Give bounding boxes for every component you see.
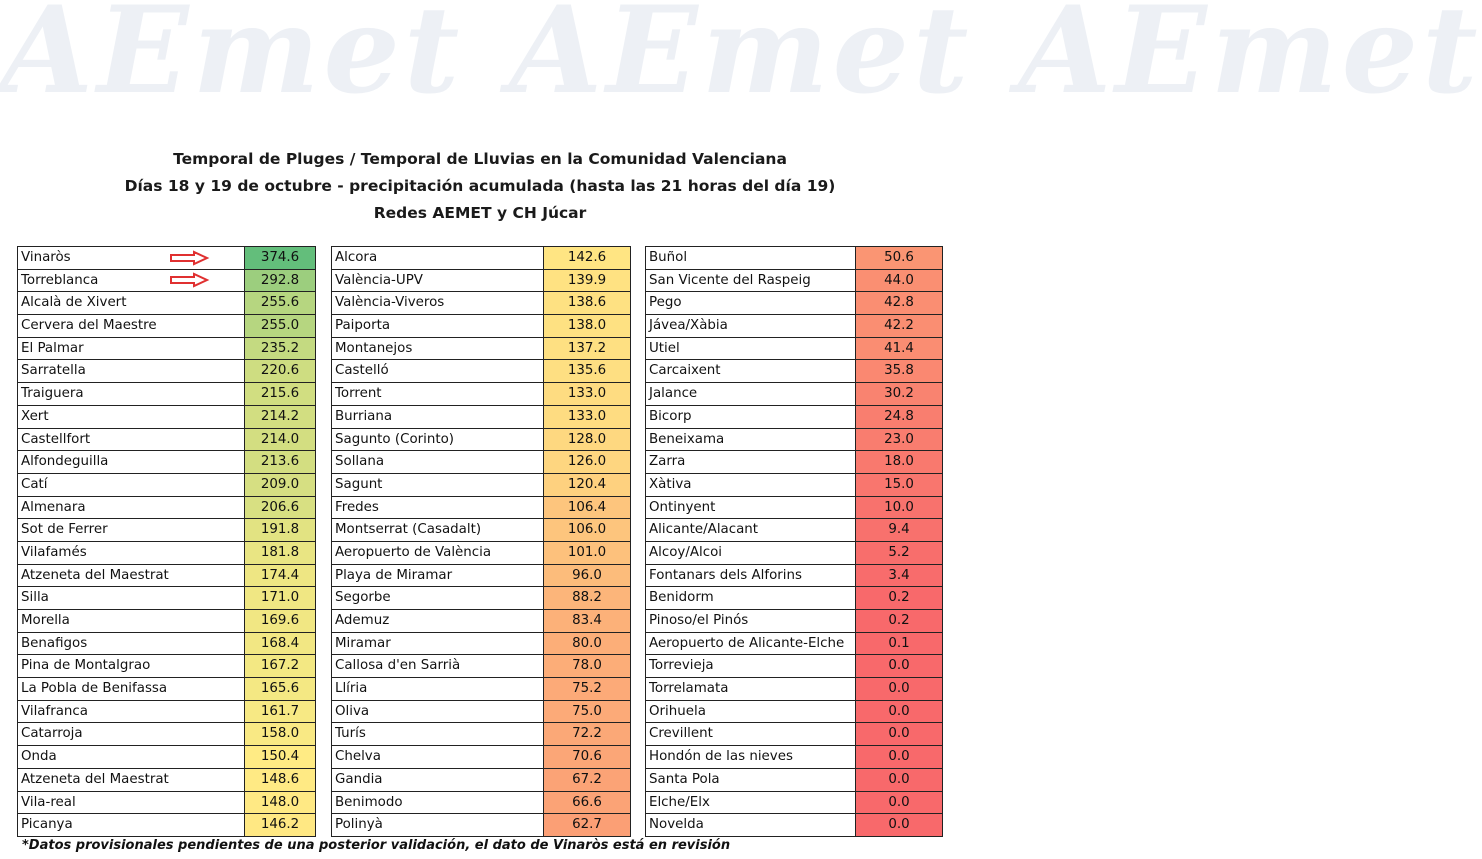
station-name: Gandia — [335, 771, 383, 787]
station-name: Jávea/Xàbia — [649, 318, 728, 334]
station-name: Segorbe — [335, 590, 391, 606]
station-name: Novelda — [649, 817, 704, 833]
table-row — [18, 429, 315, 452]
station-name: Elche/Elx — [649, 794, 710, 810]
table-row — [646, 723, 942, 746]
station-name: Oliva — [335, 703, 370, 719]
table-row — [332, 497, 630, 520]
table-row — [332, 292, 630, 315]
rain-value: 78.0 — [543, 655, 630, 677]
station-name: Castelló — [335, 363, 389, 379]
rain-value: 133.0 — [543, 406, 630, 428]
table-row — [18, 497, 315, 520]
rain-value: 0.2 — [855, 610, 942, 632]
rain-value: 41.4 — [855, 338, 942, 360]
station-name: Alcalà de Xivert — [21, 295, 127, 311]
station-name: Fredes — [335, 499, 379, 515]
station-name: Fontanars dels Alforins — [649, 567, 802, 583]
rain-value: 106.0 — [543, 519, 630, 541]
station-name: Sagunt — [335, 476, 383, 492]
table-row — [18, 474, 315, 497]
table-row — [646, 383, 942, 406]
station-name: Aeropuerto de Alicante-Elche — [649, 635, 845, 651]
station-name: San Vicente del Raspeig — [649, 272, 811, 288]
rain-value: 161.7 — [244, 701, 315, 723]
table-row — [18, 655, 315, 678]
station-name: Miramar — [335, 635, 391, 651]
station-name: Orihuela — [649, 703, 706, 719]
table-row — [646, 406, 942, 429]
rain-value: 66.6 — [543, 792, 630, 814]
table-row — [646, 633, 942, 656]
station-name: Paiporta — [335, 318, 391, 334]
station-name: Onda — [21, 749, 57, 765]
station-name: Jalance — [649, 386, 698, 402]
rain-value: 0.0 — [855, 769, 942, 791]
table-row — [646, 360, 942, 383]
station-name: Vilafamés — [21, 544, 87, 560]
station-name: Alfondeguilla — [21, 454, 109, 470]
rain-value: 75.2 — [543, 678, 630, 700]
table-row — [332, 383, 630, 406]
table-row — [646, 474, 942, 497]
station-name: Almenara — [21, 499, 86, 515]
table-row — [18, 587, 315, 610]
table-row — [332, 746, 630, 769]
title-line-2: Días 18 y 19 de octubre - precipitación acumulada (hasta las 21 horas del día 19) — [124, 177, 836, 195]
table-row — [646, 338, 942, 361]
station-name: Pina de Montalgrao — [21, 658, 151, 674]
table-row — [332, 315, 630, 338]
rain-value: 142.6 — [543, 247, 630, 269]
station-name: Torrelamata — [649, 681, 729, 697]
station-name: Xàtiva — [649, 476, 692, 492]
table-row — [646, 451, 942, 474]
station-name: Catí — [21, 476, 48, 492]
rain-value: 18.0 — [855, 451, 942, 473]
rain-value: 75.0 — [543, 701, 630, 723]
title-block — [0, 146, 960, 227]
rain-value: 137.2 — [543, 338, 630, 360]
table-row — [646, 655, 942, 678]
table-row — [18, 292, 315, 315]
rain-value: 213.6 — [244, 451, 315, 473]
table-row — [332, 542, 630, 565]
table-row — [332, 610, 630, 633]
rain-table-col-3 — [645, 246, 943, 837]
highlight-arrow-icon — [170, 251, 208, 265]
station-name: Silla — [21, 590, 49, 606]
rain-value: 30.2 — [855, 383, 942, 405]
station-name: Playa de Miramar — [335, 567, 453, 583]
rain-value: 42.8 — [855, 292, 942, 314]
table-row — [18, 542, 315, 565]
rain-value: 165.6 — [244, 678, 315, 700]
rain-value: 0.1 — [855, 633, 942, 655]
rain-value: 128.0 — [543, 429, 630, 451]
table-row — [646, 497, 942, 520]
station-name: Zarra — [649, 454, 686, 470]
table-row — [332, 678, 630, 701]
station-name: Catarroja — [21, 726, 83, 742]
table-row — [332, 474, 630, 497]
rain-value: 158.0 — [244, 723, 315, 745]
station-name: Vilafranca — [21, 703, 88, 719]
table-row — [332, 270, 630, 293]
station-name: Vinaròs — [21, 250, 71, 265]
rain-value: 174.4 — [244, 565, 315, 587]
station-name: Benidorm — [649, 590, 714, 606]
table-row — [646, 429, 942, 452]
station-name: Atzeneta del Maestrat — [21, 771, 169, 787]
station-name: Llíria — [335, 681, 368, 697]
rain-value: 23.0 — [855, 429, 942, 451]
table-row — [646, 701, 942, 724]
table-row — [332, 338, 630, 361]
station-name: Utiel — [649, 340, 680, 356]
table-row — [18, 723, 315, 746]
rain-value: 292.8 — [244, 270, 315, 292]
rain-value: 67.2 — [543, 769, 630, 791]
table-row — [332, 701, 630, 724]
station-name: Sollana — [335, 454, 385, 470]
rain-value: 138.6 — [543, 292, 630, 314]
table-row — [646, 315, 942, 338]
table-row — [18, 315, 315, 338]
station-name: Santa Pola — [649, 771, 720, 787]
title-line-1: Temporal de Pluges / Temporal de Lluvias en la Comunidad Valenciana — [173, 150, 787, 168]
rain-value: 72.2 — [543, 723, 630, 745]
rain-value: 168.4 — [244, 633, 315, 655]
station-name: Buñol — [649, 250, 688, 265]
rain-table-col-1 — [17, 246, 316, 837]
rain-value: 235.2 — [244, 338, 315, 360]
rain-value: 0.0 — [855, 678, 942, 700]
rain-value: 191.8 — [244, 519, 315, 541]
rain-value: 138.0 — [543, 315, 630, 337]
rain-value: 101.0 — [543, 542, 630, 564]
station-name: Bicorp — [649, 408, 692, 424]
station-name: Cervera del Maestre — [21, 318, 157, 334]
table-row — [332, 451, 630, 474]
station-name: Atzeneta del Maestrat — [21, 567, 169, 583]
rain-value: 0.0 — [855, 723, 942, 745]
rain-value: 80.0 — [543, 633, 630, 655]
title-line-3: Redes AEMET y CH Júcar — [373, 204, 587, 222]
table-row — [18, 406, 315, 429]
table-row — [646, 792, 942, 815]
table-row — [18, 451, 315, 474]
rain-value: 15.0 — [855, 474, 942, 496]
station-name: Ademuz — [335, 613, 390, 628]
footnote: *Datos provisionales pendientes de una posterior validación, el dato de Vinaròs está en revisión — [22, 838, 731, 853]
table-row — [332, 655, 630, 678]
rain-value: 181.8 — [244, 542, 315, 564]
table-row — [332, 565, 630, 588]
rain-value: 3.4 — [855, 565, 942, 587]
rain-value: 96.0 — [543, 565, 630, 587]
table-row — [18, 769, 315, 792]
rain-value: 35.8 — [855, 360, 942, 382]
table-row — [18, 792, 315, 815]
rain-value: 169.6 — [244, 610, 315, 632]
rain-value: 255.6 — [244, 292, 315, 314]
rain-value: 209.0 — [244, 474, 315, 496]
table-row — [18, 701, 315, 724]
table-row — [18, 360, 315, 383]
station-name: Montserrat (Casadalt) — [335, 522, 482, 538]
table-row — [646, 746, 942, 769]
rain-value: 214.0 — [244, 429, 315, 451]
table-row — [332, 247, 630, 270]
table-row — [646, 292, 942, 315]
table-row — [332, 769, 630, 792]
station-name: Chelva — [335, 749, 381, 765]
rain-value: 83.4 — [543, 610, 630, 632]
table-row — [18, 633, 315, 656]
station-name: Picanya — [21, 817, 73, 833]
rain-value: 42.2 — [855, 315, 942, 337]
table-row — [332, 633, 630, 656]
table-row — [18, 610, 315, 633]
aemet-watermark-logo: AEmet AEmet AEmet — [0, 0, 1482, 121]
table-row — [646, 247, 942, 270]
station-name: Hondón de las nieves — [649, 749, 793, 765]
rain-value: 70.6 — [543, 746, 630, 768]
table-row — [18, 338, 315, 361]
table-row — [18, 383, 315, 406]
rain-value: 133.0 — [543, 383, 630, 405]
rain-value: 126.0 — [543, 451, 630, 473]
rain-value: 148.6 — [244, 769, 315, 791]
station-name: Benafigos — [21, 635, 88, 651]
highlight-arrow-icon — [170, 273, 208, 287]
station-name: Crevillent — [649, 726, 713, 742]
station-name: Xert — [21, 408, 49, 424]
rain-value: 106.4 — [543, 497, 630, 519]
station-name: Carcaixent — [649, 363, 721, 379]
table-row — [18, 678, 315, 701]
table-row — [332, 429, 630, 452]
station-name: Torrent — [335, 386, 382, 402]
table-row — [332, 814, 630, 837]
rain-value: 9.4 — [855, 519, 942, 541]
rain-table-col-2 — [331, 246, 631, 837]
station-name: Alcora — [335, 250, 378, 265]
table-row — [332, 723, 630, 746]
rain-value: 139.9 — [543, 270, 630, 292]
table-row — [646, 610, 942, 633]
station-name: Alicante/Alacant — [649, 522, 759, 538]
table-row — [332, 519, 630, 542]
rain-value: 62.7 — [543, 814, 630, 836]
station-name: Callosa d'en Sarrià — [335, 658, 461, 674]
table-row — [646, 814, 942, 837]
table-row — [332, 792, 630, 815]
station-name: Vila-real — [21, 794, 76, 810]
rain-value: 0.2 — [855, 587, 942, 609]
table-row — [646, 565, 942, 588]
table-row — [646, 542, 942, 565]
station-name: La Pobla de Benifassa — [21, 681, 168, 697]
rain-value: 88.2 — [543, 587, 630, 609]
table-row — [332, 406, 630, 429]
table-row — [646, 587, 942, 610]
rain-value: 220.6 — [244, 360, 315, 382]
station-name: Sot de Ferrer — [21, 522, 108, 538]
rain-value: 5.2 — [855, 542, 942, 564]
station-name: Torrevieja — [649, 658, 714, 674]
rain-value: 120.4 — [543, 474, 630, 496]
station-name: Sagunto (Corinto) — [335, 431, 455, 447]
station-name: Castellfort — [21, 431, 91, 447]
station-name: Montanejos — [335, 340, 413, 356]
table-row — [18, 565, 315, 588]
rain-value: 206.6 — [244, 497, 315, 519]
rain-value: 0.0 — [855, 814, 942, 836]
rain-value: 44.0 — [855, 270, 942, 292]
station-name: Turís — [335, 726, 366, 742]
rain-value: 167.2 — [244, 655, 315, 677]
station-name: Torreblanca — [21, 272, 99, 288]
rain-value: 0.0 — [855, 655, 942, 677]
station-name: València-Viveros — [335, 295, 445, 311]
rain-value: 24.8 — [855, 406, 942, 428]
rain-value: 0.0 — [855, 701, 942, 723]
station-name: Sarratella — [21, 363, 86, 379]
station-name: Beneixama — [649, 431, 725, 447]
station-name: Alcoy/Alcoi — [649, 544, 723, 560]
table-row — [646, 519, 942, 542]
rain-value: 150.4 — [244, 746, 315, 768]
rain-value: 50.6 — [855, 247, 942, 269]
table-row — [18, 270, 315, 293]
rain-value: 214.2 — [244, 406, 315, 428]
table-row — [18, 746, 315, 769]
table-row — [646, 270, 942, 293]
station-name: Morella — [21, 613, 70, 628]
station-name: Aeropuerto de València — [335, 544, 492, 560]
rain-value: 135.6 — [543, 360, 630, 382]
table-row — [646, 678, 942, 701]
rain-value: 171.0 — [244, 587, 315, 609]
station-name: Traiguera — [21, 386, 84, 402]
table-row — [18, 814, 315, 837]
rain-value: 374.6 — [244, 247, 315, 269]
rain-value: 255.0 — [244, 315, 315, 337]
station-name: Polinyà — [335, 817, 383, 833]
table-row — [332, 587, 630, 610]
station-name: Burriana — [335, 408, 393, 424]
rain-value: 0.0 — [855, 792, 942, 814]
station-name: Pego — [649, 295, 682, 311]
table-row — [646, 769, 942, 792]
rain-value: 148.0 — [244, 792, 315, 814]
station-name: València-UPV — [335, 272, 423, 288]
station-name: El Palmar — [21, 340, 84, 356]
table-row — [332, 360, 630, 383]
station-name: Benimodo — [335, 794, 403, 810]
station-name: Ontinyent — [649, 499, 716, 515]
rain-value: 146.2 — [244, 814, 315, 836]
station-name: Pinoso/el Pinós — [649, 613, 749, 628]
rain-value: 215.6 — [244, 383, 315, 405]
rain-value: 0.0 — [855, 746, 942, 768]
rain-value: 10.0 — [855, 497, 942, 519]
table-row — [18, 519, 315, 542]
table-row — [18, 247, 315, 270]
